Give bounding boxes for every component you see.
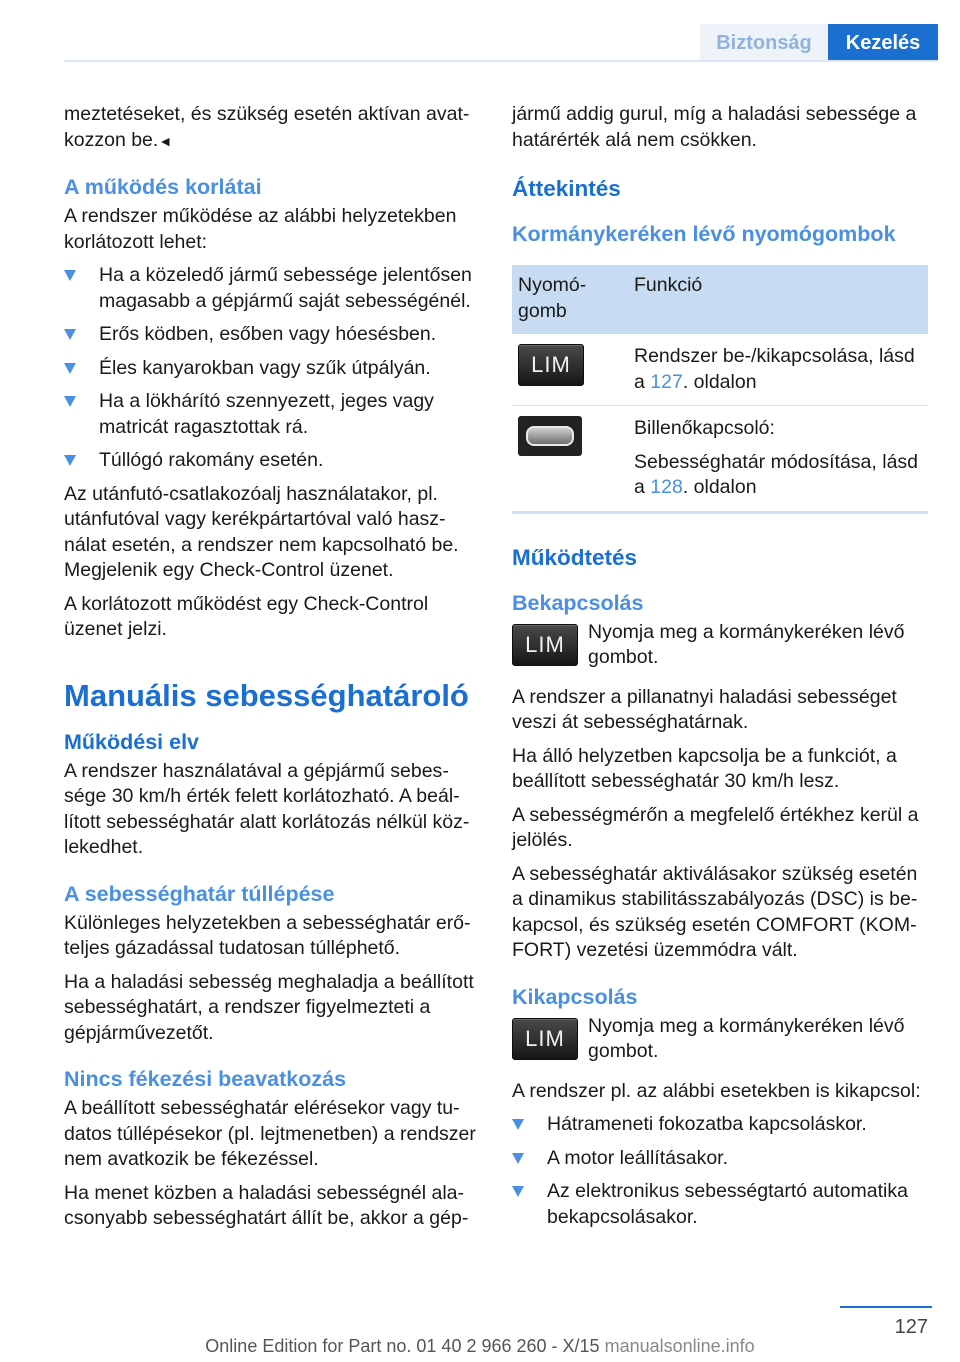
footer-divider bbox=[840, 1306, 932, 1308]
triangle-bullet-icon bbox=[64, 396, 76, 407]
triangle-bullet-icon bbox=[512, 1153, 524, 1164]
table-header-row bbox=[512, 265, 928, 334]
heading-switch-on: Bekapcsolás bbox=[512, 590, 644, 615]
switch-off-list bbox=[512, 1112, 928, 1230]
heading-no-brake: Nincs fékezési beavatkozás bbox=[64, 1067, 347, 1091]
left-column bbox=[64, 102, 479, 1240]
paragraph: A beállított sebességhatár elérésekor vagy tudatos túllépésekor (pl. lejtmenetben) a rendszer nem avatkozik be fékezéssel. bbox=[64, 1097, 476, 1170]
list-item: Túllógó rakomány esetén. bbox=[64, 448, 479, 474]
heading-steering-buttons: Kormánykeréken lévő nyomógombok bbox=[512, 222, 896, 246]
list-item: Az elektronikus sebességtartó automatika bekapcsolásakor. bbox=[512, 1179, 928, 1230]
paragraph: A sebességmérőn a megfelelő értékhez kerül a jelölés. bbox=[512, 803, 919, 851]
table-cell bbox=[512, 334, 628, 406]
tab-kezeles[interactable]: Kezelés bbox=[828, 24, 938, 62]
paragraph: Ha álló helyzetben kapcsolja be a funkciót, a beállított sebességhatár 30 km/h lesz. bbox=[512, 744, 897, 792]
heading-overview: Áttekintés bbox=[512, 176, 621, 201]
heading-principle: Működési elv bbox=[64, 729, 200, 754]
triangle-bullet-icon bbox=[64, 363, 76, 374]
column-header-button: Nyomógomb bbox=[512, 265, 628, 334]
list-item: A motor leállításakor. bbox=[512, 1146, 928, 1172]
heading-switch-off: Kikapcsolás bbox=[512, 984, 638, 1009]
page-number: 127 bbox=[894, 1316, 928, 1338]
table-cell bbox=[512, 406, 628, 513]
lim-button-icon: LIM bbox=[512, 1018, 578, 1060]
heading-limits: A működés korlátai bbox=[64, 175, 262, 199]
tab-biztonsag[interactable]: Biztonság bbox=[700, 24, 828, 62]
triangle-bullet-icon bbox=[64, 270, 76, 281]
section-title-manual-limiter: Manuális sebességhatároló bbox=[64, 677, 469, 713]
paragraph: Az utánfutó-csatlakozóalj használatakor, pl. utánfutóval vagy kerékpártartóval való használat esetén, a rendszer nem kapcsolható be. Megjelenik egy Check-Control üzenet. bbox=[64, 482, 459, 581]
list-item: Erős ködben, esőben vagy hóesésben. bbox=[64, 322, 479, 348]
table-cell: Billenőkapcsoló: Sebességhatár módosítása, lásd a 128. oldalon bbox=[628, 406, 928, 513]
list-item: Éles kanyarokban vagy szűk útpályán. bbox=[64, 356, 479, 382]
paragraph: meztetéseket, és szükség esetén aktívan avatkozzon be.◄ bbox=[64, 103, 470, 151]
triangle-bullet-icon bbox=[512, 1186, 524, 1197]
list-item: Ha a közeledő jármű sebessége jelentősen magasabb a gépjármű saját sebességénél. bbox=[64, 263, 479, 314]
rocker-switch-icon bbox=[518, 416, 582, 456]
column-header-function: Funkció bbox=[628, 265, 928, 334]
list-item: Hátrameneti fokozatba kapcsoláskor. bbox=[512, 1112, 928, 1138]
paragraph: Ha menet közben a haladási sebességnél alacsonyabb sebességhatárt állít be, akkor a gép- bbox=[64, 1181, 469, 1229]
switch-on-instruction: LIM Nyomja meg a kormánykeréken lévő gombot. bbox=[512, 620, 928, 671]
heading-exceed: A sebességhatár túllépése bbox=[64, 881, 335, 906]
right-column bbox=[512, 102, 928, 1238]
triangle-bullet-icon bbox=[512, 1119, 524, 1130]
header-tabs bbox=[700, 24, 938, 62]
paragraph: jármű addig gurul, míg a haladási sebessége a határérték alá nem csökken. bbox=[512, 103, 917, 151]
triangle-bullet-icon bbox=[64, 329, 76, 340]
end-mark-icon: ◄ bbox=[158, 132, 173, 149]
paragraph: A rendszer pl. az alábbi esetekben is kikapcsol: bbox=[512, 1079, 921, 1102]
lim-button-icon: LIM bbox=[512, 624, 578, 666]
paragraph: A sebességhatár aktiválásakor szükség esetén a dinamikus stabilitásszabályozás (DSC) is bekapcsol, és szükség esetén COMFORT (KOMFORT) vezetési üzemmódra vált. bbox=[512, 862, 918, 961]
paragraph: A korlátozott működést egy Check-Control üzenet jelzi. bbox=[64, 592, 429, 640]
list-item: Ha a lökhárító szennyezett, jeges vagy matricát ragasztottak rá. bbox=[64, 389, 479, 440]
watermark: manualsonline.info bbox=[604, 1336, 755, 1356]
table-row bbox=[512, 406, 928, 513]
limits-list bbox=[64, 263, 479, 474]
page-link[interactable]: 127 bbox=[650, 370, 683, 393]
footer-edition: Online Edition for Part no. 01 40 2 966 260 - X/15 manualsonline.info bbox=[205, 1336, 755, 1356]
header-divider bbox=[64, 60, 938, 62]
paragraph: A rendszer működése az alábbi helyzetekben korlátozott lehet: bbox=[64, 205, 457, 253]
page-link[interactable]: 128 bbox=[650, 476, 683, 498]
heading-operation: Működtetés bbox=[512, 544, 638, 570]
table-row bbox=[512, 334, 928, 406]
paragraph: Ha a haladási sebesség meghaladja a beállított sebességhatárt, a rendszer figyelmezteti a gépjárművezetőt. bbox=[64, 970, 474, 1044]
paragraph: A rendszer a pillanatnyi haladási sebességet veszi át sebességhatárnak. bbox=[512, 685, 897, 733]
lim-button-icon: LIM bbox=[518, 344, 584, 386]
paragraph: Különleges helyzetekben a sebességhatár erőteljes gázadással tudatosan túlléphető. bbox=[64, 911, 471, 959]
paragraph: A rendszer használatával a gépjármű sebessége 30 km/h érték felett korlátozható. A beállított sebességhatár alatt korlátozás nélkül közlekedhet. bbox=[64, 759, 470, 858]
switch-off-instruction: LIM Nyomja meg a kormánykeréken lévő gombot. bbox=[512, 1014, 928, 1065]
table-cell: Rendszer be-/kikapcsolása, lásd a 127. oldalon bbox=[628, 334, 928, 406]
triangle-bullet-icon bbox=[64, 455, 76, 466]
buttons-table bbox=[512, 265, 928, 514]
